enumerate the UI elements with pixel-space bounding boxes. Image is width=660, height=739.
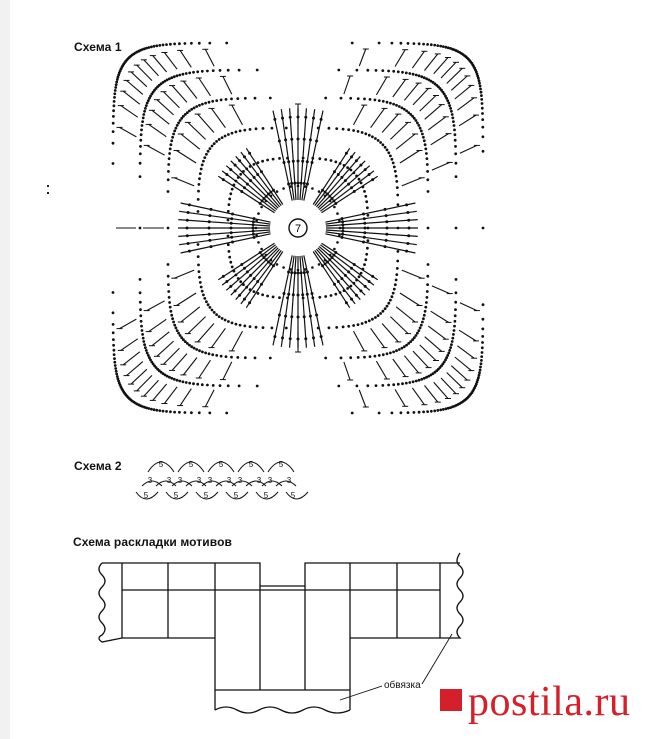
s2-top-num: 5	[218, 460, 224, 469]
watermark	[440, 678, 630, 726]
motif-center-label: 7	[294, 223, 302, 235]
s2-mid-num: 3	[207, 476, 213, 485]
s2-mid-num: 3	[166, 476, 172, 485]
s2-bot-num: 5	[290, 491, 296, 500]
s2-mid-num: 3	[177, 476, 183, 485]
scheme2-title: Схема 2	[74, 459, 122, 473]
s2-bot-num: 5	[233, 491, 239, 500]
s2-mid-num: 3	[267, 476, 273, 485]
s2-mid-num: 3	[226, 476, 232, 485]
s2-mid-num: 3	[256, 476, 262, 485]
scheme1-title: Схема 1	[74, 40, 122, 54]
watermark-text: postila.ru	[468, 679, 631, 725]
edging-leader-line	[422, 634, 452, 684]
s2-top-num: 5	[278, 460, 284, 469]
s2-bot-num: 5	[173, 491, 179, 500]
s2-mid-num: 3	[237, 476, 243, 485]
layout-top-outline	[102, 563, 460, 586]
watermark-square-icon	[440, 689, 462, 711]
s2-mid-num: 3	[147, 476, 153, 485]
s2-bot-num: 5	[263, 491, 269, 500]
edging-leader-line	[340, 686, 382, 700]
layout-title: Схема раскладки мотивов	[73, 535, 232, 549]
s2-mid-num: 3	[286, 476, 292, 485]
s2-top-num: 5	[248, 460, 254, 469]
layout-right-wavy-edge	[440, 553, 463, 638]
s2-bot-num: 5	[203, 491, 209, 500]
s2-mid-num: 3	[196, 476, 202, 485]
layout-bottom-wavy-edge	[215, 707, 350, 713]
s2-bot-num: 5	[143, 491, 149, 500]
s2-top-num: 5	[158, 460, 164, 469]
s2-top-num: 5	[188, 460, 194, 469]
layout-left-wavy-edge	[99, 563, 122, 642]
edging-label: обвязка	[384, 680, 421, 691]
